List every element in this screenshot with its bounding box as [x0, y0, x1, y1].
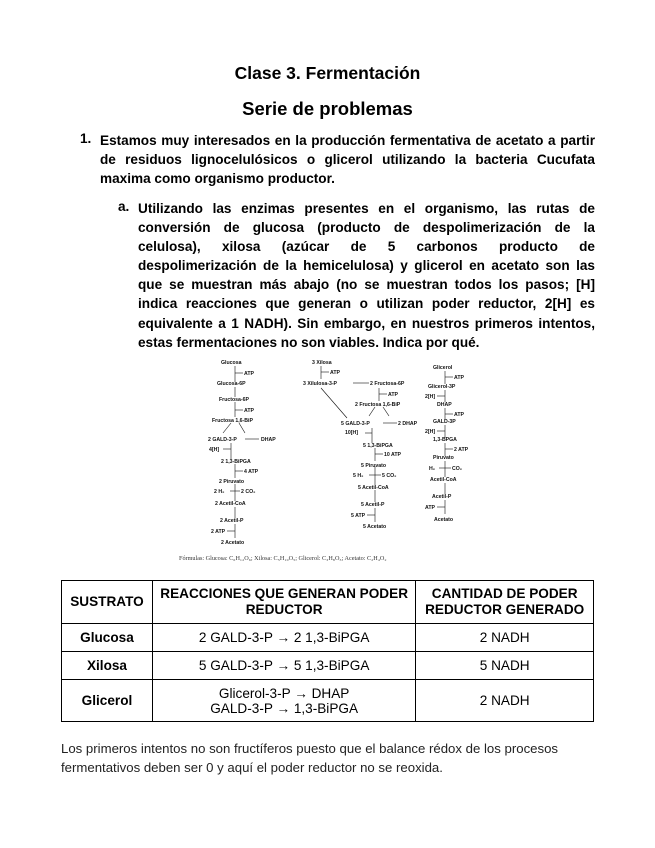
xylose-acetylcoa: 5 Acetil-CoA [358, 485, 389, 491]
glucose6p-node: Glucosa-6P [217, 381, 246, 387]
subquestion-letter: a. [118, 199, 130, 214]
dhap-node: DHAP [261, 437, 276, 443]
glycerol-acetylcoa: Acetil-CoA [430, 477, 457, 483]
glucose-atp-2b: 2 ATP [211, 529, 226, 535]
glycerol-node: Glicerol [433, 365, 453, 371]
problem-number: 1. [80, 131, 92, 146]
xylose-atp-10: 10 ATP [384, 452, 402, 458]
glycerol-acetylp: Acetil-P [432, 494, 452, 500]
xylose-h-10: 10[H] [345, 430, 358, 436]
amount-cell: 5 NADH [416, 652, 594, 680]
glycerol-dhap: DHAP [437, 402, 452, 408]
xylose-h2: 5 H₂ [353, 473, 364, 479]
reaction-cell: 2 GALD-3-P → 2 1,3-BiPGA [152, 624, 415, 652]
fructose16bip-node: Fructosa 1,6-BiP [212, 418, 253, 424]
substrate-cell: Xilosa [62, 652, 153, 680]
page-subtitle: Serie de problemas [242, 98, 413, 119]
glycerol-atp: ATP [425, 505, 435, 511]
amount-cell: 2 NADH [416, 680, 594, 722]
glucose-atp-2: ATP [244, 408, 254, 414]
glucose-h2: 2 H₂ [214, 489, 225, 495]
acetate-node: 2 Acetato [221, 540, 245, 546]
table-row [62, 680, 594, 722]
pyruvate-node: 2 Piruvato [219, 479, 245, 485]
xylose-bipga: 5 1,3-BiPGA [363, 443, 393, 449]
reaction-cell: 5 GALD-3-P → 5 1,3-BiPGA [152, 652, 415, 680]
reaction-line: Glicerol-3-P → DHAP [218, 685, 350, 701]
table-header-row [62, 581, 594, 624]
fermentation-pathways-diagram [175, 353, 485, 568]
reducing-power-table [61, 580, 594, 722]
header-amount: CANTIDAD DE PODER REDUCTOR GENERADO [416, 581, 594, 624]
xylulose3p-node: 3 Xilulosa-3-P [303, 381, 338, 387]
page-title: Clase 3. Fermentación [234, 63, 421, 83]
xylose-pyruvate: 5 Piruvato [361, 463, 387, 469]
xylose-atp: ATP [330, 370, 340, 376]
answer-note: Los primeros intentos no son fructíferos puesto que el balance rédox de los procesos fermentativos deben ser 0 y aquí el poder reductor no se reoxida. [61, 741, 559, 775]
bipga-node: 2 1,3-BiPGA [221, 459, 251, 465]
glycerol-h-2b: 2[H] [425, 429, 436, 435]
glycerol3p-node: Glicerol-3P [428, 384, 456, 390]
problem-statement: Estamos muy interesados en la producción fermentativa de acetato a partir de residuos lignocelulósicos o glicerol utilizando la bacteria Cucufata maxima como organismo productor. [100, 133, 595, 187]
glycerol-gald3p: GALD-3P [433, 419, 456, 425]
formulas-caption: Fórmulas: Glucosa: C₆H₁₂O₆; Xilosa: C₅H₁₀O₅; Glicerol: C₃H₈O₃; Acetato: C₂H₄O₂ [179, 555, 387, 562]
amount-cell: 2 NADH [416, 624, 594, 652]
reaction-cell [152, 680, 415, 722]
glucose-atp-4: 4 ATP [244, 469, 259, 475]
glucose-node: Glucosa [221, 360, 242, 366]
glycerol-h-2: 2[H] [425, 394, 436, 400]
xylose-co2: 5 CO₂ [382, 473, 397, 479]
glycerol-co2: CO₂ [452, 466, 463, 472]
gald3p-node: 2 GALD-3-P [208, 437, 237, 443]
glucose-co2: 2 CO₂ [241, 489, 256, 495]
glycerol-bpga: 1,3-BPGA [433, 437, 457, 443]
table-row [62, 652, 594, 680]
xylose-gald3p: 5 GALD-3-P [341, 421, 370, 427]
glycerol-atp-2c: 2 ATP [454, 447, 469, 453]
glycerol-pyruvate: Piruvato [433, 455, 454, 461]
header-substrate: SUSTRATO [62, 581, 153, 624]
glycerol-atp-2: ATP [454, 412, 464, 418]
xylose-node: 3 Xilosa [312, 360, 332, 366]
reaction-line: GALD-3-P → 1,3-BiPGA [210, 700, 359, 716]
xylose-atp-2: ATP [388, 392, 398, 398]
acetylp-node: 2 Acetil-P [220, 518, 244, 524]
table-row [62, 624, 594, 652]
xylose-fructose16bip: 2 Fructosa 1,6-BiP [355, 402, 401, 408]
substrate-cell: Glucosa [62, 624, 153, 652]
xylose-atp-5: 5 ATP [351, 513, 366, 519]
xylose-dhap: 2 DHAP [398, 421, 418, 427]
glucose-h-4: 4[H] [209, 447, 220, 453]
fructose6p-node: Fructosa-6P [219, 397, 249, 403]
acetylcoa-node: 2 Acetil-CoA [215, 501, 246, 507]
xylose-acetate: 5 Acetato [363, 524, 387, 530]
xylose-fructose6p: 2 Fructosa-6P [370, 381, 405, 387]
glycerol-acetate: Acetato [434, 517, 454, 523]
glycerol-atp: ATP [454, 375, 464, 381]
glycerol-h2: H₂ [429, 466, 436, 472]
subquestion-statement: Utilizando las enzimas presentes en el organismo, las rutas de conversión de glucosa (producto de despolimerización de la celulosa), xilosa (azúcar de 5 carbonos producto de despolimerización de la hemicelulosa) y glicerol en acetato son las que se muestran más abajo (no se muestran todos los pasos; [H] indica reacciones que generan o utilizan poder reductor, 2[H] es equivalente a 1 NADH). Sin embargo, en nuestros primeros intentos, estas fermentaciones no son viables. Indica por qué. [138, 201, 595, 350]
substrate-cell: Glicerol [62, 680, 153, 722]
header-reactions: REACCIONES QUE GENERAN PODER REDUCTOR [152, 581, 415, 624]
xylose-acetylp: 5 Acetil-P [361, 502, 385, 508]
glucose-atp: ATP [244, 371, 254, 377]
